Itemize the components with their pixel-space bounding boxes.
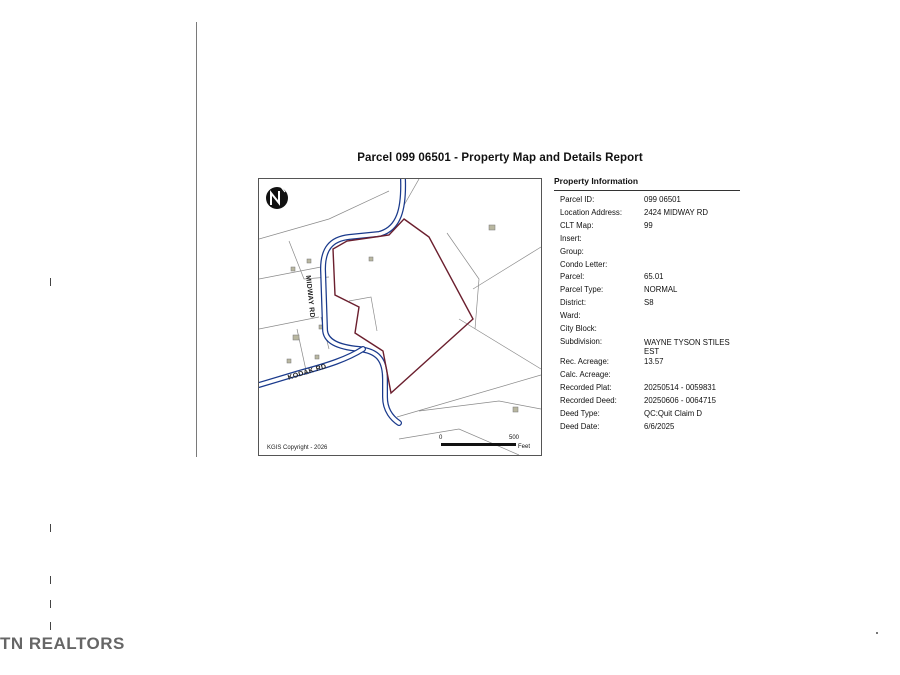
property-info-row [554,284,740,297]
property-info-label: Location Address: [560,207,622,217]
scan-mark [50,524,51,532]
property-info-value: NORMAL [644,285,678,295]
property-info-value: S8 [644,298,654,308]
scale-unit-label: Feet [518,444,531,450]
property-info-label: Subdivision: [560,336,603,346]
property-info-value: WAYNE TYSON STILES EST [644,337,730,356]
property-info-label: Condo Letter: [560,259,608,269]
property-info-value [644,246,740,259]
property-info-label: City Block: [560,324,597,334]
scan-mark [50,622,51,630]
property-info-value: 99 [644,220,653,230]
property-info-row [554,408,740,421]
scan-page-edge [196,22,197,457]
property-info-label: Insert: [560,233,582,243]
property-info-value: 2424 MIDWAY RD [644,207,708,217]
property-info-label: Deed Type: [560,408,600,418]
scan-mark [50,600,51,608]
kodak-road-label: KODAK RD [287,363,328,382]
property-info-value [644,259,740,272]
property-info-label: Group: [560,246,584,256]
realtors-watermark: TN REALTORS [0,634,125,653]
property-info-row [554,382,740,395]
parcel-map-drawing [259,179,541,455]
property-info-row [554,207,740,220]
property-info-label: Parcel: [560,272,585,282]
property-info-value [644,233,740,246]
property-info-row [554,220,740,233]
property-info-label: Calc. Acreage: [560,369,611,379]
property-info-value: 099 06501 [644,195,681,204]
property-info-label: Recorded Deed: [560,395,617,405]
property-info-row [554,259,740,272]
property-info-value [644,323,740,336]
property-info-row [554,194,740,207]
property-info-row [554,421,740,434]
scan-speck [876,632,878,634]
scale-zero-label: 0 [439,435,443,441]
subject-parcel-outline [333,219,473,393]
property-info-row [554,336,740,356]
property-info-row [554,369,740,382]
parcel-map [258,178,542,456]
property-info-value: 6/6/2025 [644,421,675,431]
property-info-value: 13.57 [644,356,664,366]
property-info-value: 20250606 - 0064715 [644,395,716,405]
property-info-value: 65.01 [644,272,664,282]
midway-road-label: MIDWAY RD [304,275,316,319]
property-info-value: 20250514 - 0059831 [644,382,716,392]
property-info-label: Rec. Acreage: [560,356,609,366]
scan-mark [50,278,51,286]
property-information-table [554,194,740,433]
property-info-value: QC:Quit Claim D [644,408,703,418]
property-info-row [554,395,740,408]
property-info-label: District: [560,298,586,308]
property-info-label: Parcel Type: [560,285,604,295]
scan-mark [50,576,51,584]
report-title: Parcel 099 06501 - Property Map and Details Report [357,152,643,164]
scale-max-label: 500 [509,435,520,441]
property-info-row [554,310,740,323]
property-info-row [554,297,740,310]
north-arrow-icon [266,187,288,209]
property-info-value [644,310,740,323]
property-info-row [554,233,740,246]
property-info-row [554,323,740,336]
property-info-label: CLT Map: [560,220,594,230]
property-info-row [554,356,740,369]
property-info-label: Recorded Plat: [560,382,612,392]
property-info-label: Parcel ID: [560,195,595,204]
property-info-row [554,271,740,284]
property-information-panel [554,176,740,433]
property-info-label: Ward: [560,311,581,321]
property-information-header: Property Information [554,176,740,191]
property-info-value [644,369,740,382]
map-copyright: KGIS Copyright - 2026 [267,445,328,451]
property-info-label: Deed Date: [560,421,600,431]
property-info-row [554,246,740,259]
scale-bar [441,443,516,446]
